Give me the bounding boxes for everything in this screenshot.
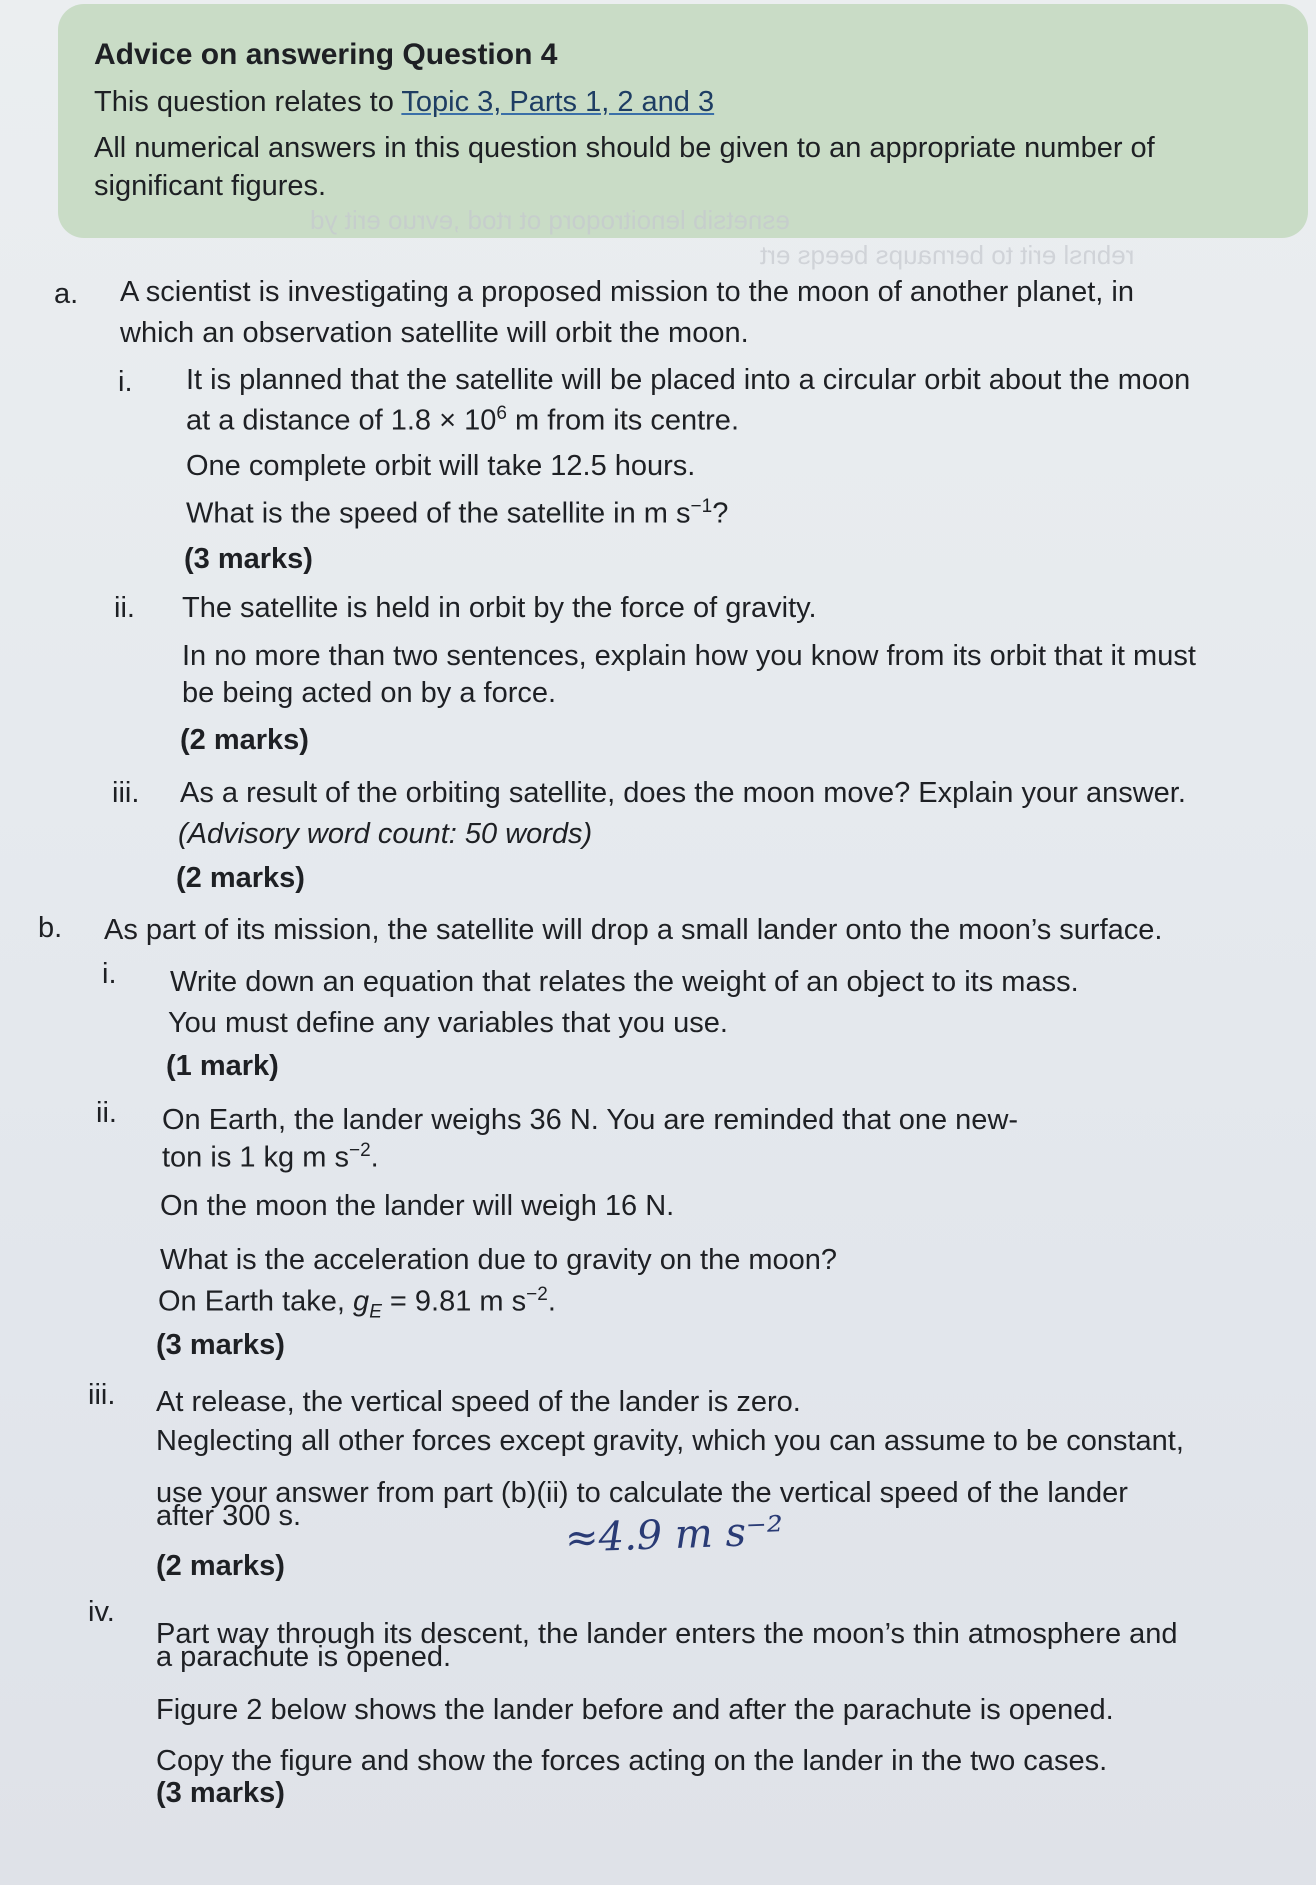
part-b-ii-line3: On the moon the lander will weigh 16 N. [160, 1190, 675, 1222]
part-b-ii-line4: What is the acceleration due to gravity on the moon? [160, 1244, 838, 1276]
bleed-through-text: esnetsib lenoitroqorq ot rtod ,evruo erit yd [310, 205, 790, 235]
part-b-i-marks: (1 mark) [166, 1050, 279, 1082]
part-a-ii-line3: be being acted on by a force. [182, 677, 557, 709]
advice-relates-line [94, 86, 714, 119]
part-a-i-line2: at a distance of $1.8 \times 10^6$ m from its centre. [186, 403, 739, 437]
part-a-intro-line2: which an observation satellite will orbit the moon. [120, 317, 749, 349]
part-b-iii-marks: (2 marks) [156, 1550, 285, 1582]
part-a-i-marks: (3 marks) [184, 543, 313, 575]
part-b-iv-line1: Part way through its descent, the lander enters the moon’s thin atmosphere and [156, 1618, 1178, 1650]
part-b-iv-line4: Copy the figure and show the forces acting on the lander in the two cases. [156, 1745, 1108, 1777]
part-b-iv-line2: a parachute is opened. [156, 1641, 452, 1673]
part-b-ii-label: ii. [96, 1097, 117, 1129]
part-b-intro: As part of its mission, the satellite will drop a small lander onto the moon’s surface. [104, 914, 1163, 946]
part-b-iii-label: iii. [88, 1379, 116, 1411]
part-a-intro-line1: A scientist is investigating a proposed mission to the moon of another planet, in [120, 276, 1134, 308]
part-a-iii-line1: As a result of the orbiting satellite, does the moon move? Explain your answer. [180, 777, 1186, 809]
part-a-ii-line1: The satellite is held in orbit by the force of gravity. [182, 592, 817, 624]
part-a-i-line1: It is planned that the satellite will be placed into a circular orbit about the moon [186, 364, 1191, 396]
part-a-iii-label: iii. [112, 777, 140, 809]
part-b-iii-line1: At release, the vertical speed of the lander is zero. [156, 1386, 801, 1418]
part-a-ii-line2: In no more than two sentences, explain how you know from its orbit that it must [182, 640, 1196, 672]
part-b-iii-line3: use your answer from part (b)(ii) to calculate the vertical speed of the lander [156, 1477, 1128, 1509]
part-b-ii-line1: On Earth, the lander weighs 36 N. You are reminded that one new- [162, 1104, 1019, 1136]
part-b-iii-line2: Neglecting all other forces except gravity, which you can assume to be constant, [156, 1425, 1184, 1457]
part-b-ii-line2: ton is 1 kg m $s^{-2}$. [162, 1140, 379, 1174]
part-b-iv-marks: (3 marks) [156, 1777, 285, 1809]
part-b-ii-line5: On Earth take, $g_E = 9.81$ m $s^{-2}$. [158, 1284, 556, 1323]
advice-numerical-line2: significant figures. [94, 170, 327, 202]
part-a-iii-marks: (2 marks) [176, 862, 305, 894]
part-b-i-label: i. [102, 958, 117, 990]
part-a-i-label: i. [118, 366, 133, 398]
advice-numerical-line1: All numerical answers in this question should be given to an appropriate number of [94, 132, 1155, 164]
advice-relates-prefix: This question relates to [94, 86, 402, 118]
part-b-ii-marks: (3 marks) [156, 1329, 285, 1361]
part-a-label: a. [54, 278, 79, 310]
part-b-iv-line3: Figure 2 below shows the lander before and after the parachute is opened. [156, 1694, 1114, 1726]
part-b-iii-line4: after 300 s. [156, 1500, 302, 1532]
part-b-i-line1: Write down an equation that relates the weight of an object to its mass. [170, 966, 1079, 998]
part-a-i-question: What is the speed of the satellite in m $s^{-1}$? [186, 496, 729, 530]
part-b-i-line2: You must define any variables that you use. [168, 1007, 728, 1039]
part-a-iii-advisory: (Advisory word count: 50 words) [178, 818, 593, 850]
part-b-iv-label: iv. [88, 1596, 115, 1628]
part-a-i-line3: One complete orbit will take 12.5 hours. [186, 450, 696, 482]
advice-box [58, 4, 1308, 238]
advice-title: Advice on answering Question 4 [94, 38, 558, 71]
part-a-ii-label: ii. [114, 592, 135, 624]
part-a-ii-marks: (2 marks) [180, 724, 309, 756]
bleed-through-text: rebnsl erit to bernaups beeqs ert [760, 240, 1135, 270]
handwritten-answer: ≈4.9 m s⁻² [564, 1508, 784, 1562]
part-b-label: b. [38, 912, 63, 944]
topic-link[interactable]: Topic 3, Parts 1, 2 and 3 [401, 86, 715, 118]
